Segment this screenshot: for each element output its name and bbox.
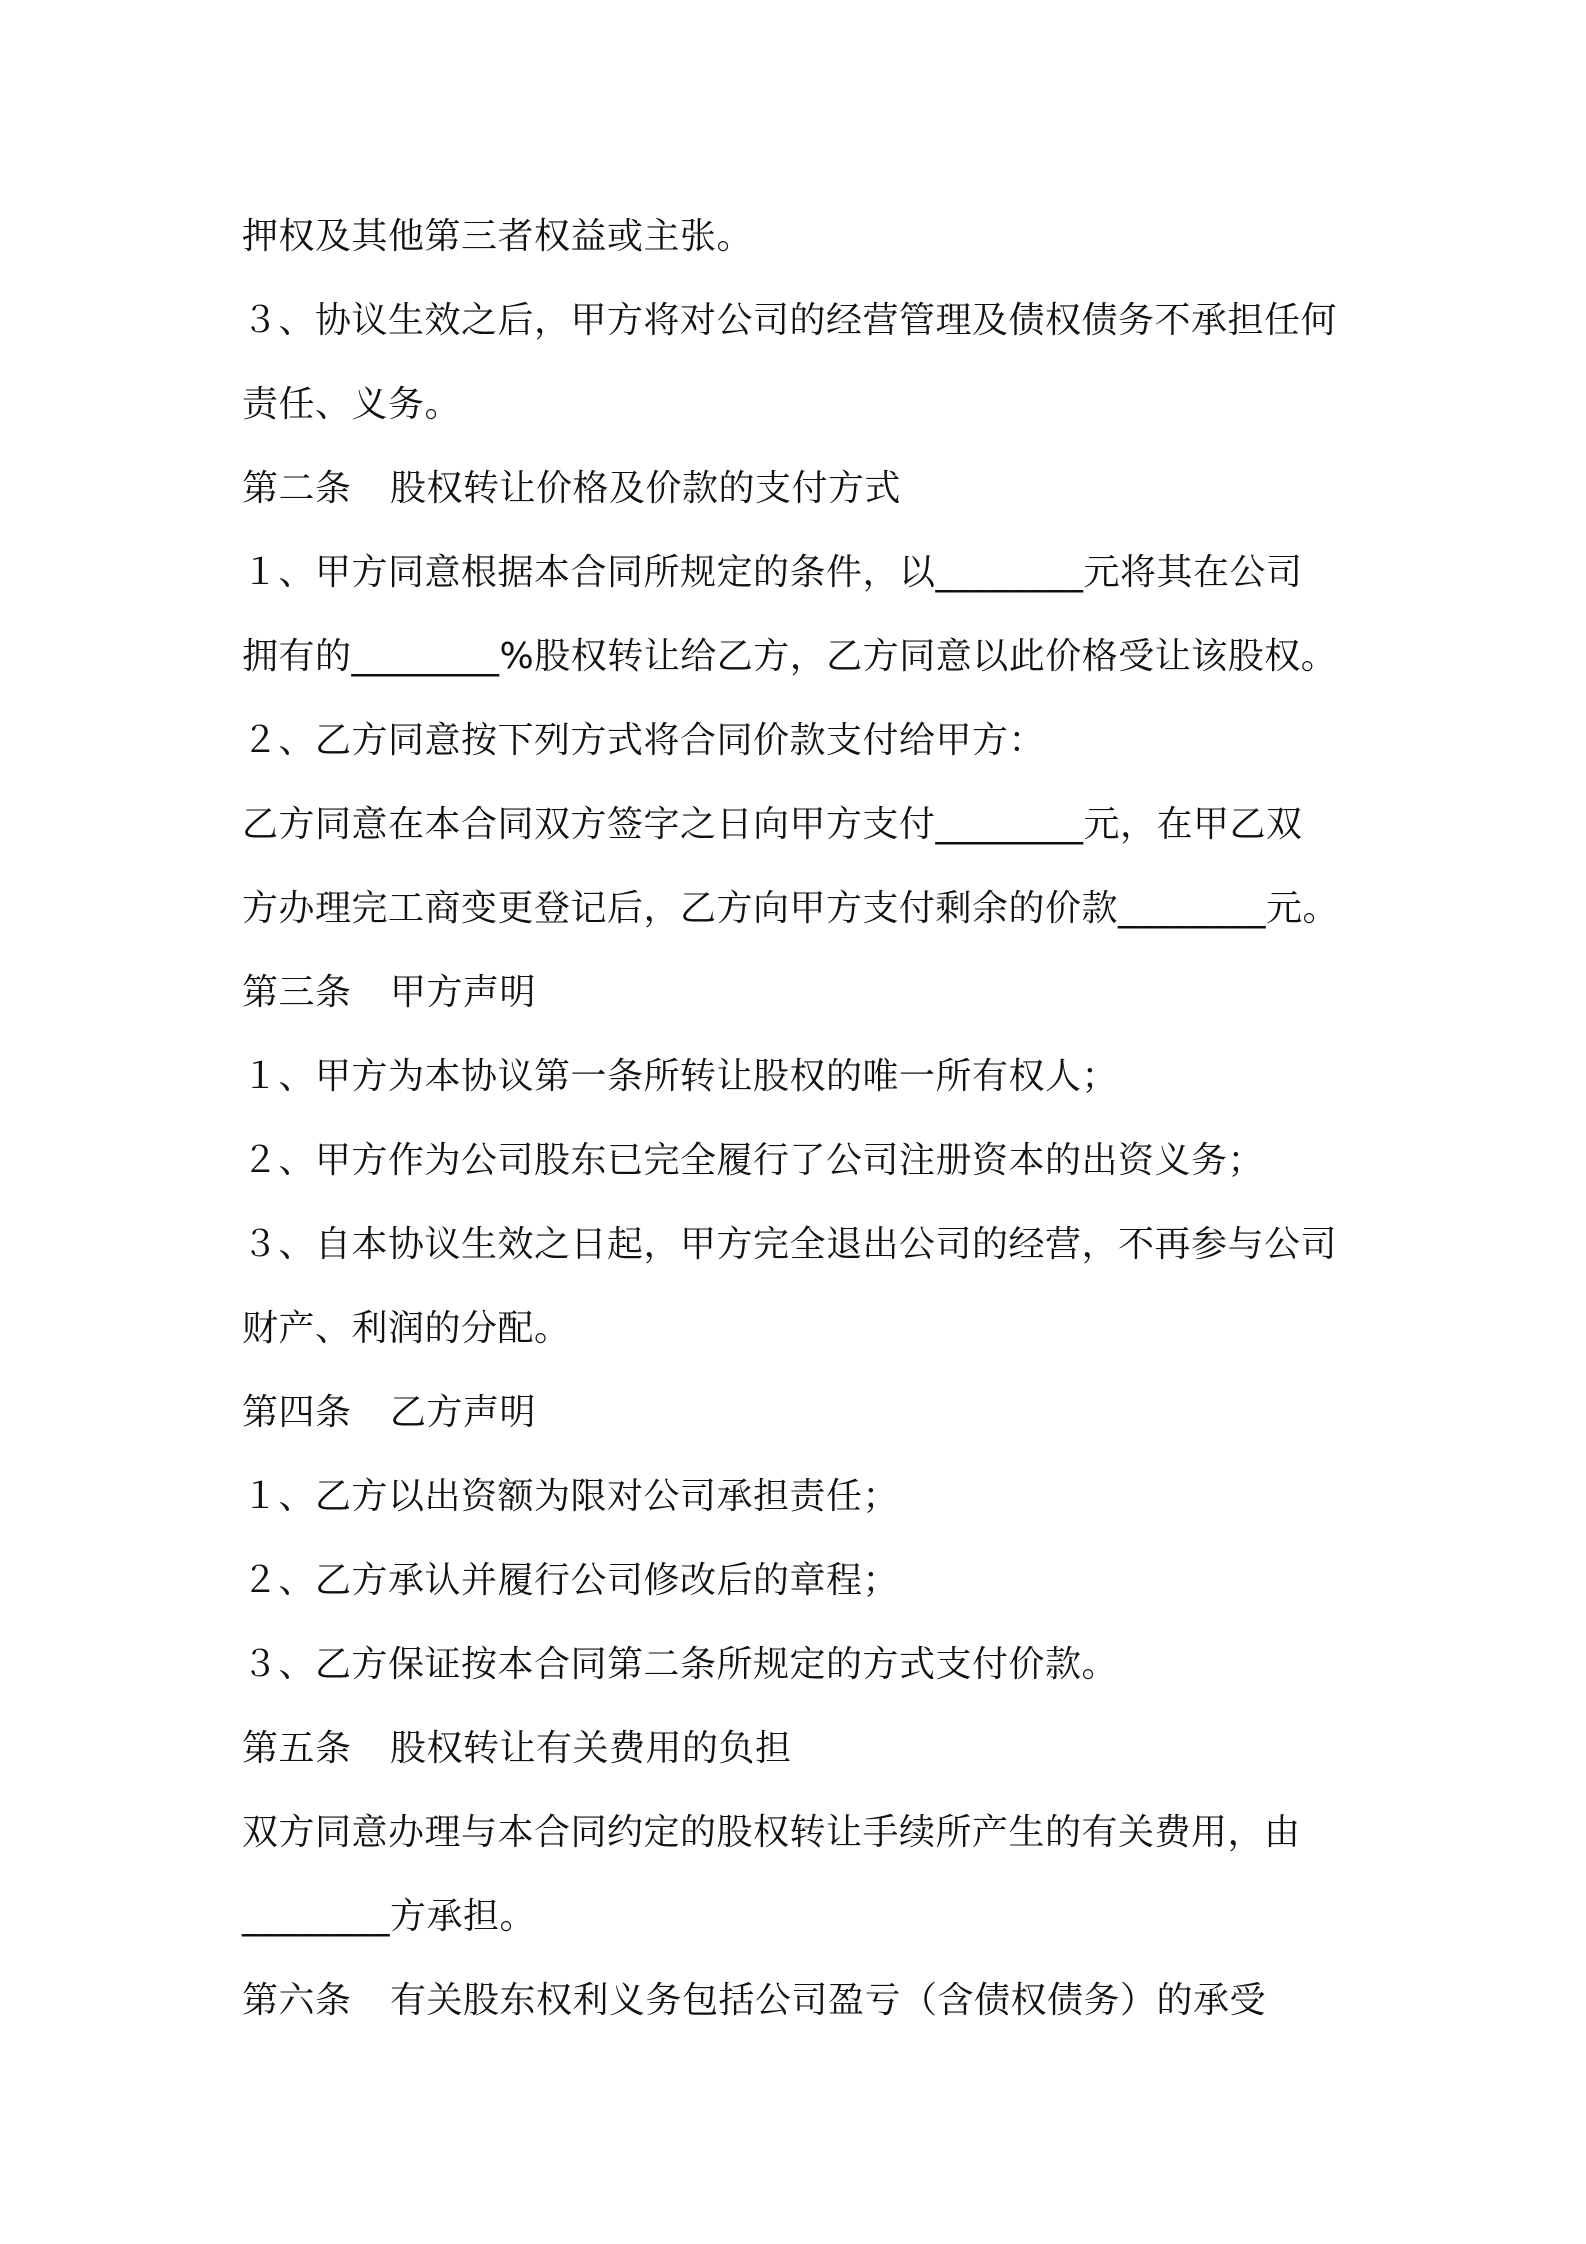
- article-number: 第三条: [242, 972, 352, 1013]
- paragraph-line: 乙方同意在本合同双方签字之日向甲方支付________元，在甲乙双: [242, 804, 1303, 845]
- paragraph-line: 拥有的________%股权转让给乙方，乙方同意以此价格受让该股权。: [242, 636, 1338, 677]
- article-number: 第五条: [242, 1728, 352, 1769]
- article-4-heading: [242, 1371, 1502, 1455]
- contract-body: [242, 195, 1502, 2043]
- paragraph-line: ２、甲方作为公司股东已完全履行了公司注册资本的出资义务；: [242, 1140, 1265, 1181]
- paragraph-line: 财产、利润的分配。: [242, 1308, 571, 1349]
- paragraph-line: ３、自本协议生效之日起，甲方完全退出公司的经营，不再参与公司: [242, 1224, 1338, 1265]
- article-title: 乙方声明: [390, 1392, 537, 1433]
- paragraph-line: １、甲方为本协议第一条所转让股权的唯一所有权人；: [242, 1056, 1119, 1097]
- paragraph-line: １、甲方同意根据本合同所规定的条件，以________元将其在公司: [242, 552, 1303, 593]
- paragraph-line: ２、乙方同意按下列方式将合同价款支付给甲方：: [242, 720, 1046, 761]
- article-number: 第四条: [242, 1392, 352, 1433]
- paragraph-line: 双方同意办理与本合同约定的股权转让手续所产生的有关费用，由: [242, 1812, 1301, 1853]
- article-title: 有关股东权利义务包括公司盈亏（含债权债务）的承受: [390, 1980, 1267, 2021]
- article-number: 第二条: [242, 468, 352, 509]
- paragraph-line: ３、协议生效之后，甲方将对公司的经营管理及债权债务不承担任何: [242, 300, 1338, 341]
- paragraph-line: １、乙方以出资额为限对公司承担责任；: [242, 1476, 900, 1517]
- paragraph-line: ３、乙方保证按本合同第二条所规定的方式支付价款。: [242, 1644, 1119, 1685]
- paragraph-line: ２、乙方承认并履行公司修改后的章程；: [242, 1560, 900, 1601]
- paragraph-line: 方办理完工商变更登记后，乙方向甲方支付剩余的价款________元。: [242, 888, 1340, 929]
- article-6-heading: [242, 1959, 1502, 2043]
- article-title: 甲方声明: [390, 972, 537, 1013]
- article-2-heading: [242, 447, 1502, 531]
- article-title: 股权转让有关费用的负担: [390, 1728, 792, 1769]
- article-3-heading: [242, 951, 1502, 1035]
- article-number: 第六条: [242, 1980, 352, 2021]
- paragraph-line: ________方承担。: [242, 1896, 537, 1937]
- article-title: 股权转让价格及价款的支付方式: [390, 468, 902, 509]
- paragraph-line: 责任、义务。: [242, 384, 462, 425]
- article-5-heading: [242, 1707, 1502, 1791]
- paragraph-line: 押权及其他第三者权益或主张。: [242, 216, 754, 257]
